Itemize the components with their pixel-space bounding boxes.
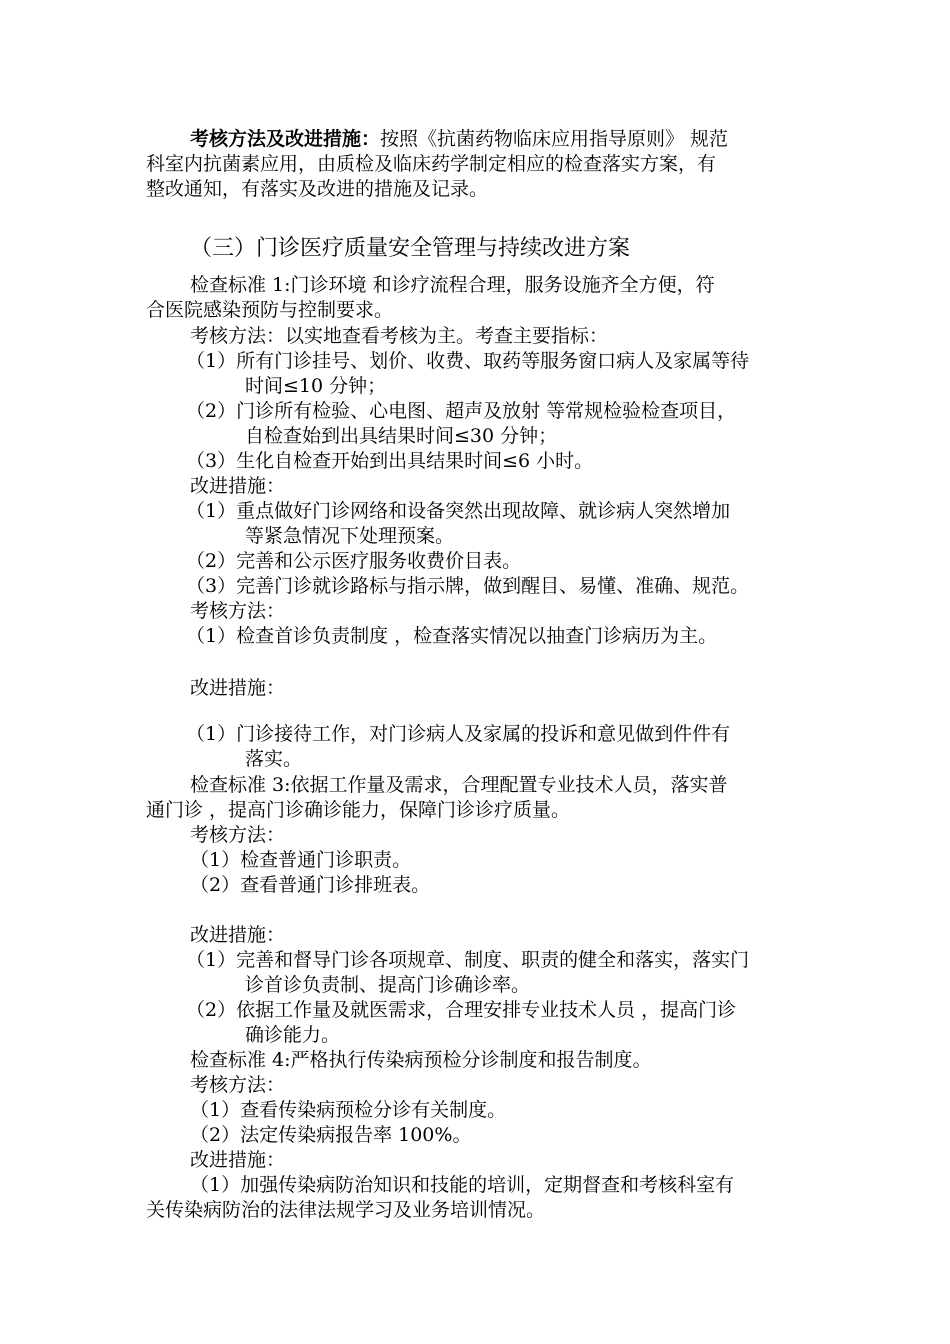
body-line: （1）门诊接待工作，对门诊病人及家属的投诉和意见做到件件有 xyxy=(186,723,731,745)
body-line: 通门诊 ，提高门诊确诊能力，保障门诊诊疗质量。 xyxy=(146,799,571,821)
body-line: 落实。 xyxy=(245,748,303,770)
body-line: （1）检查首诊负责制度 ，检查落实情况以抽查门诊病历为主。 xyxy=(186,625,718,647)
body-line: （2）完善和公示医疗服务收费价目表。 xyxy=(186,550,522,572)
section-title: （三）门诊医疗质量安全管理与持续改进方案 xyxy=(190,236,631,261)
body-line: （2）依据工作量及就医需求，合理安排专业技术人员 ，提高门诊 xyxy=(186,999,737,1021)
body-line: 考核方法： xyxy=(190,600,286,622)
body-line: 时间≤10 分钟； xyxy=(245,375,387,397)
body-line: （1）检查普通门诊职责。 xyxy=(190,849,412,871)
body-line: （3）生化自检查开始到出具结果时间≤6 小时。 xyxy=(186,450,594,472)
body-line: 关传染病防治的法律法规学习及业务培训情况。 xyxy=(146,1199,546,1221)
intro-line-3: 整改通知，有落实及改进的措施及记录。 xyxy=(146,178,489,200)
intro-line-1-text: 按照《抗菌药物临床应用指导原则》 规范 xyxy=(380,128,729,150)
body-line: （2）门诊所有检验、心电图、超声及放射 等常规检验检查项目， xyxy=(186,400,737,422)
body-line: 合医院感染预防与控制要求。 xyxy=(146,299,394,321)
body-line: （1）完善和督导门诊各项规章、制度、职责的健全和落实，落实门 xyxy=(186,949,750,971)
body-line: 改进措施： xyxy=(190,1149,286,1171)
body-line: （2）查看普通门诊排班表。 xyxy=(190,874,431,896)
body-line: 改进措施： xyxy=(190,924,286,946)
body-line: （1）加强传染病防治知识和技能的培训，定期督查和考核科室有 xyxy=(190,1174,735,1196)
body-line: 检查标准 3:依据工作量及需求，合理配置专业技术人员，落实普 xyxy=(190,774,728,796)
intro-line-1 xyxy=(190,127,728,151)
body-line: 检查标准 1:门诊环境 和诊疗流程合理，服务设施齐全方便，符 xyxy=(190,274,715,296)
body-line: 考核方法： xyxy=(190,824,286,846)
intro-line-2: 科室内抗菌素应用，由质检及临床药学制定相应的检查落实方案，有 xyxy=(146,153,717,175)
body-line: 检查标准 4:严格执行传染病预检分诊制度和报告制度。 xyxy=(190,1049,652,1071)
body-line: 考核方法：以实地查看考核为主。考查主要指标： xyxy=(190,325,609,347)
body-line: 自检查始到出具结果时间≤30 分钟； xyxy=(245,425,558,447)
body-line: （1）重点做好门诊网络和设备突然出现故障、就诊病人突然增加 xyxy=(186,500,731,522)
body-line: （1）查看传染病预检分诊有关制度。 xyxy=(190,1099,507,1121)
body-line: （1）所有门诊挂号、划价、收费、取药等服务窗口病人及家属等待 xyxy=(186,350,750,372)
body-line: （3）完善门诊就诊路标与指示牌，做到醒目、易懂、准确、规范。 xyxy=(186,575,750,597)
body-line: 改进措施： xyxy=(190,475,286,497)
body-line: 诊首诊负责制、提高门诊确诊率。 xyxy=(245,974,531,996)
body-line: 考核方法： xyxy=(190,1074,286,1096)
body-line: 改进措施： xyxy=(190,677,286,699)
assessment-label: 考核方法及改进措施： xyxy=(190,128,381,150)
body-line: 等紧急情况下处理预案。 xyxy=(245,525,455,547)
body-line: （2）法定传染病报告率 100%。 xyxy=(190,1124,472,1146)
body-line: 确诊能力。 xyxy=(245,1024,341,1046)
